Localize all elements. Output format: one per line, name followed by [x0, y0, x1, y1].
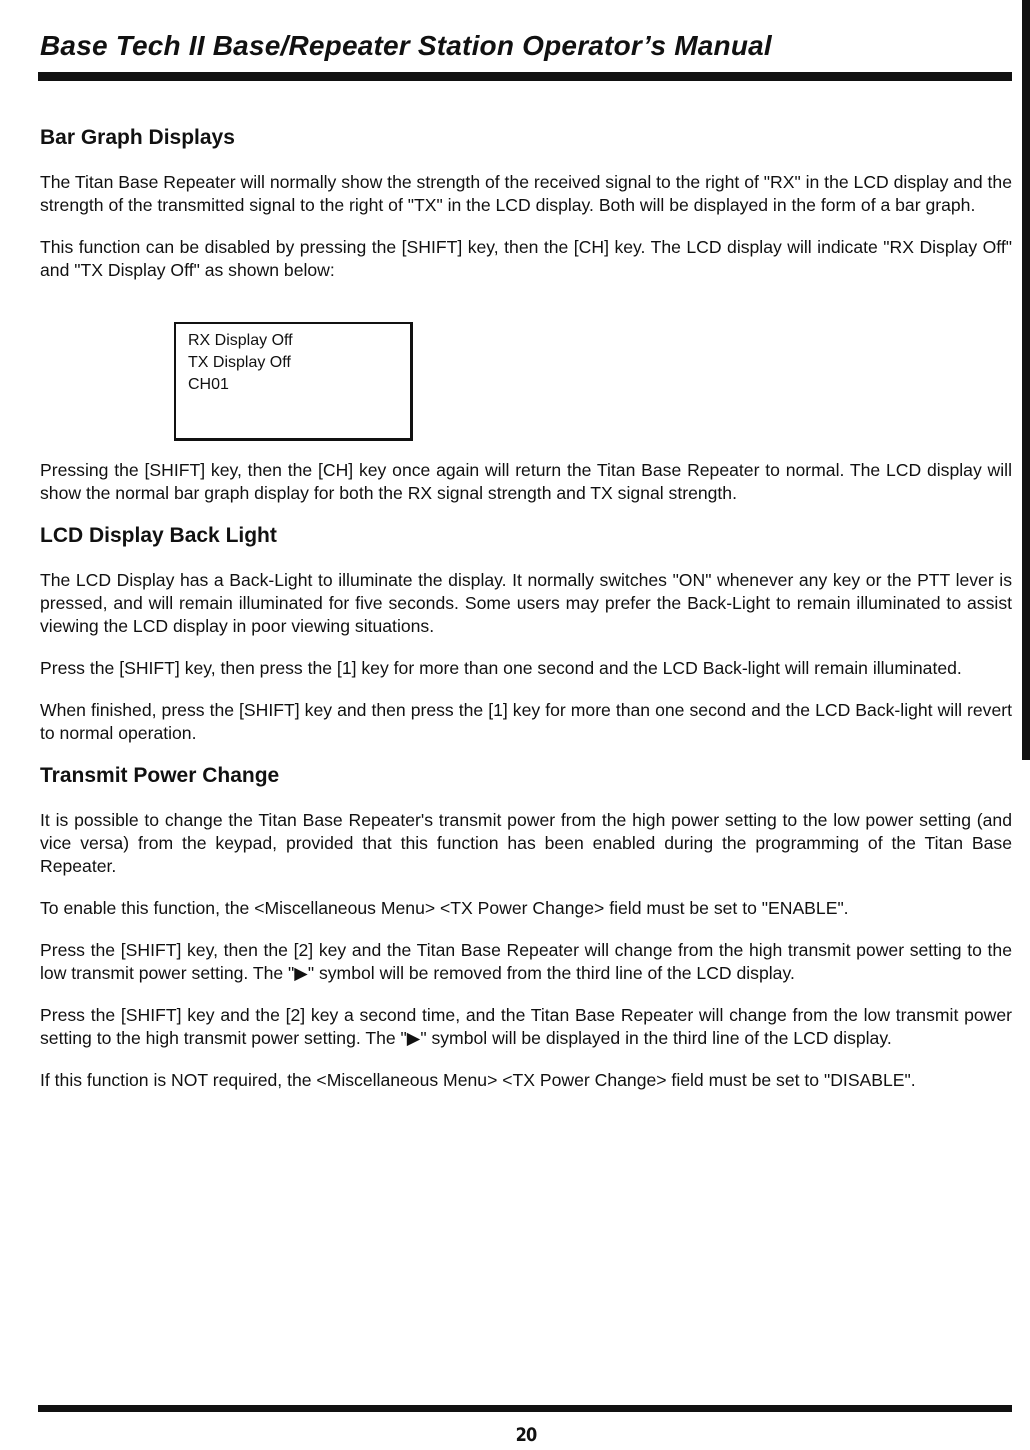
lcd-line: RX Display Off — [188, 332, 293, 349]
section-heading: LCD Display Back Light — [40, 524, 277, 547]
page-edge-bar — [1022, 0, 1030, 760]
paragraph: Pressing the [SHIFT] key, then the [CH] key once again will return the Titan Base Repeater to normal. The LCD display will show the normal bar graph display for both the RX signal strength and TX signal strength. — [40, 460, 1012, 503]
lcd-line: TX Display Off — [188, 354, 291, 371]
footer-rule — [38, 1405, 1012, 1412]
header-rule — [38, 72, 1012, 81]
paragraph: Press the [SHIFT] key and the [2] key a second time, and the Titan Base Repeater will change from the low transmit power setting to the high transmit power setting. The "▶" symbol will be displayed in the third line of the LCD display. — [40, 1005, 1012, 1048]
section-heading: Transmit Power Change — [40, 764, 280, 787]
paragraph: To enable this function, the <Miscellaneous Menu> <TX Power Change> field must be set to "ENABLE". — [40, 898, 849, 918]
page-header-title: Base Tech II Base/Repeater Station Operator’s Manual — [40, 30, 772, 61]
section-heading: Bar Graph Displays — [40, 126, 235, 149]
paragraph: When finished, press the [SHIFT] key and then press the [1] key for more than one second and the LCD Back-light will revert to normal operation. — [40, 700, 1012, 743]
paragraph: It is possible to change the Titan Base Repeater's transmit power from the high power setting to the low power setting (and vice versa) from the keypad, provided that this function has been enabled during the programming of the Titan Base Repeater. — [40, 810, 1012, 876]
section-bar-graph-displays — [40, 126, 1012, 505]
paragraph: The LCD Display has a Back-Light to illuminate the display. It normally switches "ON" whenever any key or the PTT lever is pressed, and will remain illuminated for five seconds. Some users may prefer the Back-Light to remain illuminated to assist viewing the LCD display in poor viewing situations. — [40, 570, 1012, 636]
page-content — [40, 118, 1012, 1111]
lcd-line: CH01 — [188, 376, 229, 393]
paragraph: Press the [SHIFT] key, then the [2] key and the Titan Base Repeater will change from the high transmit power setting to the low transmit power setting. The "▶" symbol will be removed from the third line of the LCD display. — [40, 940, 1012, 983]
page-number: 20 — [515, 1424, 537, 1446]
paragraph: The Titan Base Repeater will normally show the strength of the received signal to the right of "RX" in the LCD display and the strength of the transmitted signal to the right of "TX" in the LCD display. Both will be displayed in the form of a bar graph. — [40, 172, 1012, 215]
paragraph: Press the [SHIFT] key, then press the [1] key for more than one second and the LCD Back-light will remain illuminated. — [40, 658, 962, 678]
paragraph: This function can be disabled by pressing the [SHIFT] key, then the [CH] key. The LCD display will indicate "RX Display Off" and "TX Display Off" as shown below: — [40, 237, 1012, 280]
section-lcd-back-light — [40, 524, 1012, 745]
paragraph: If this function is NOT required, the <Miscellaneous Menu> <TX Power Change> field must be set to "DISABLE". — [40, 1070, 916, 1090]
lcd-display-example — [174, 322, 413, 441]
section-transmit-power-change — [40, 764, 1012, 1092]
